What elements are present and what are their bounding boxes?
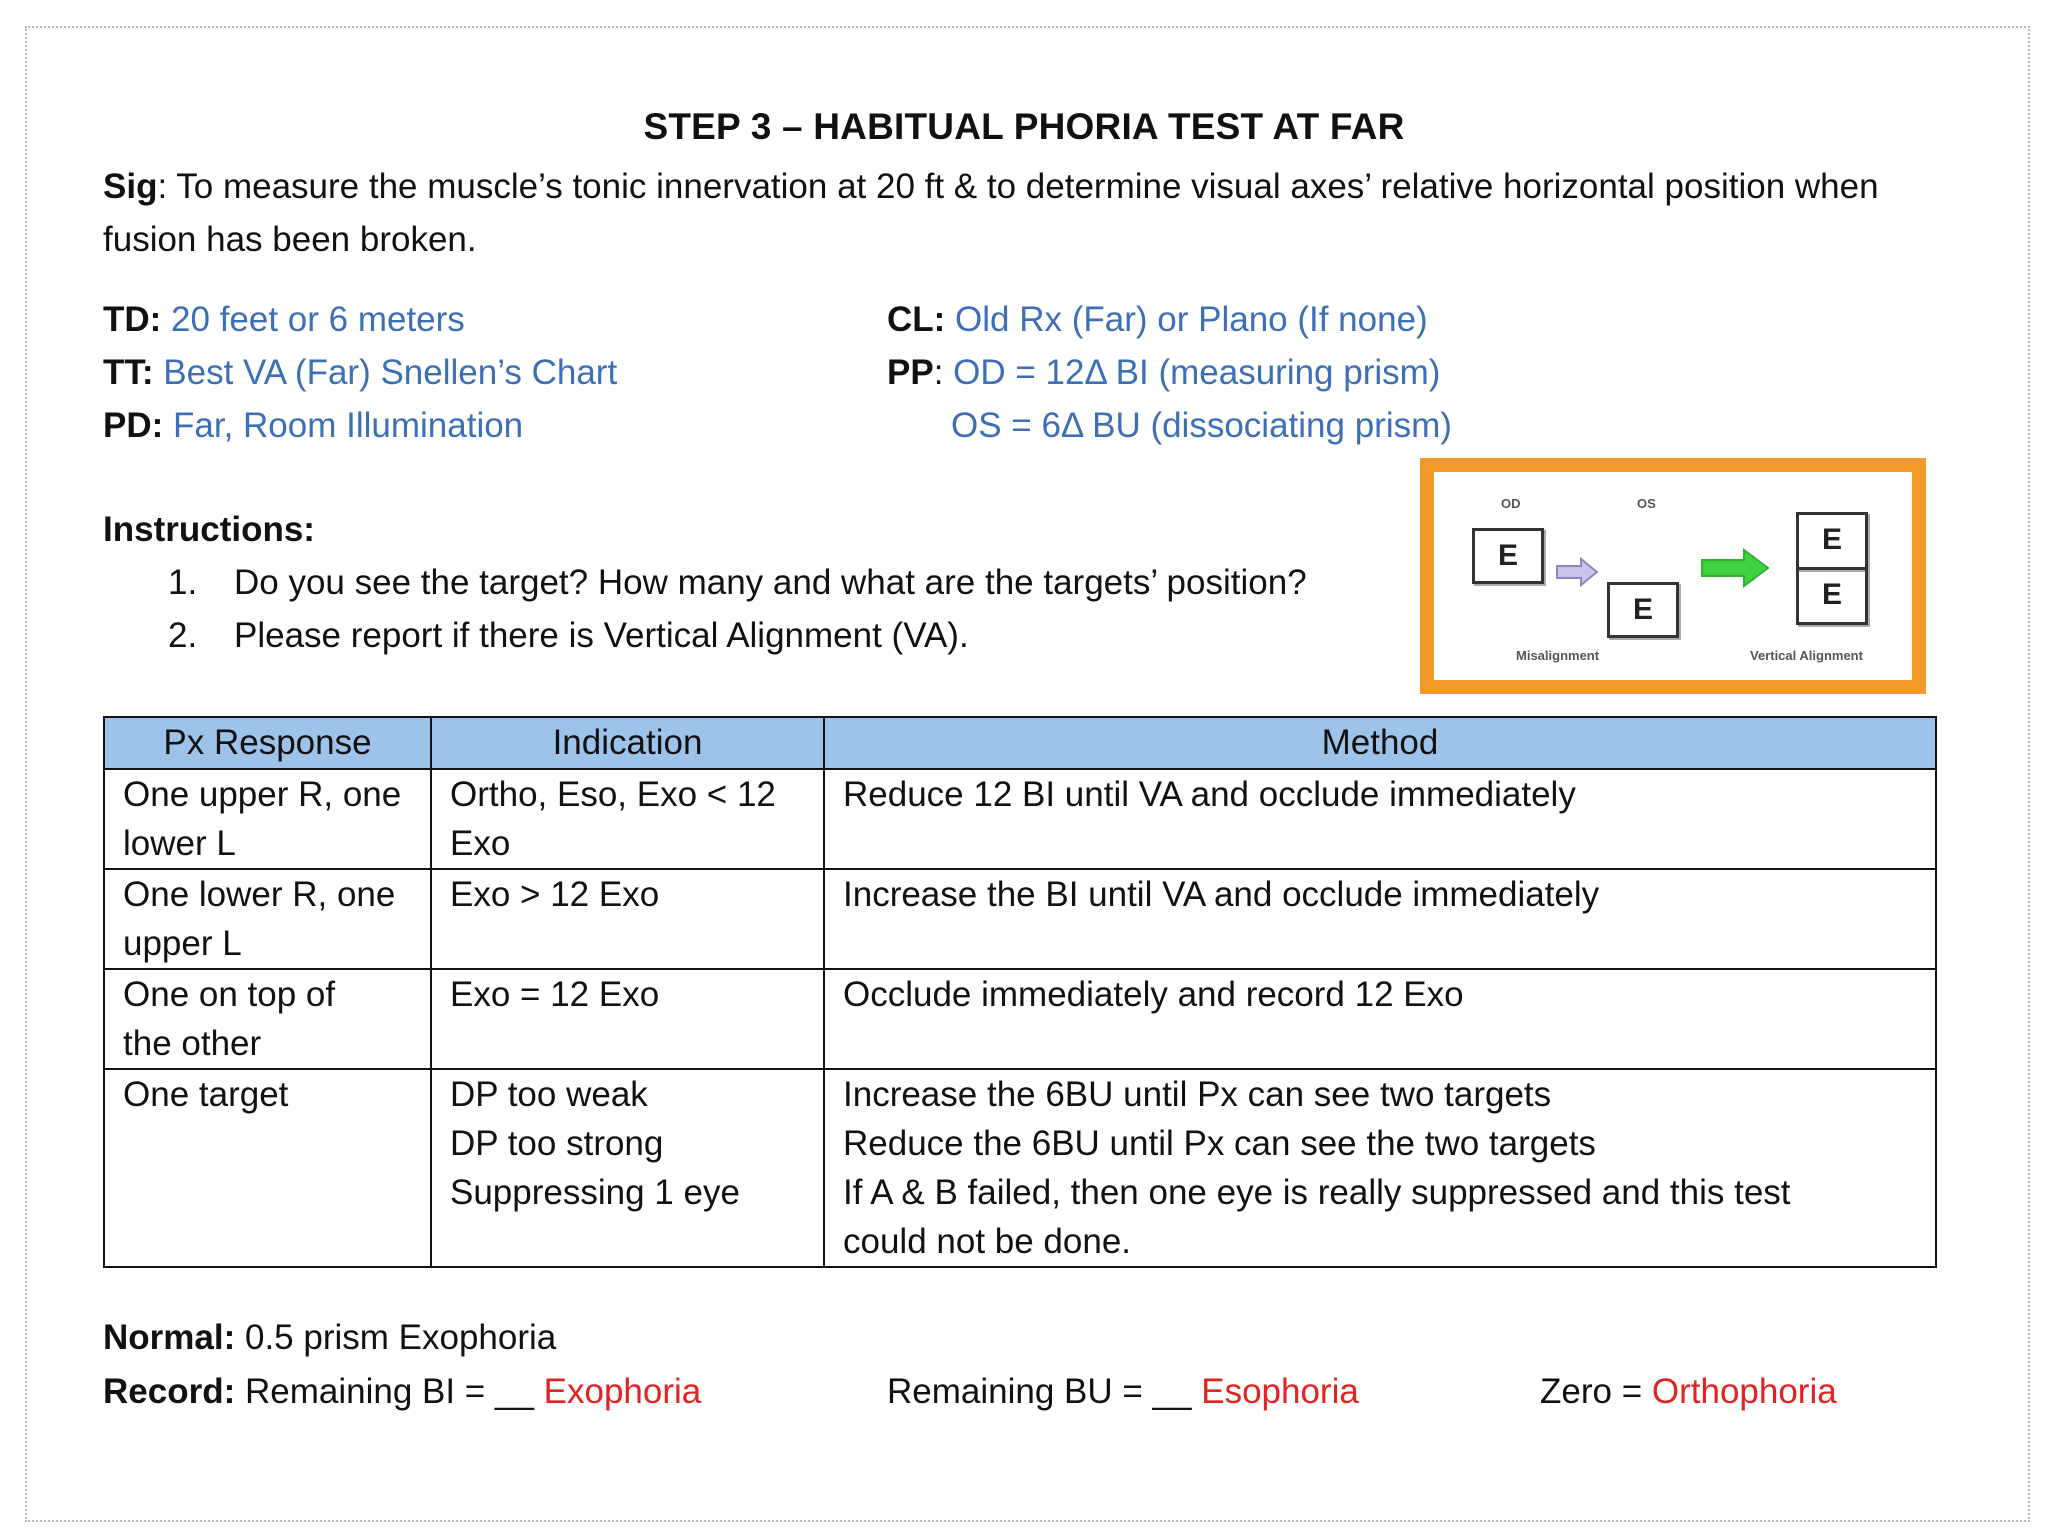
cell-line: Exo xyxy=(450,824,511,863)
cell-response xyxy=(104,769,431,869)
param-tt xyxy=(103,353,617,393)
param-pp-label: PP xyxy=(887,353,934,392)
alignment-diagram xyxy=(1420,458,1926,694)
table-row xyxy=(104,1069,1936,1267)
param-pp-line2 xyxy=(951,406,1452,446)
param-pp xyxy=(887,353,1440,393)
cell-line: Suppressing 1 eye xyxy=(450,1173,740,1212)
cell-indication xyxy=(431,769,824,869)
param-td-value: 20 feet or 6 meters xyxy=(171,300,465,339)
instruction-number: 1. xyxy=(168,563,198,602)
cell-line: upper L xyxy=(123,924,242,963)
cell-method xyxy=(824,769,1936,869)
table-row xyxy=(104,769,1936,869)
record-label: Record: xyxy=(103,1372,236,1411)
param-pd-label: PD: xyxy=(103,406,164,445)
cell-line: Reduce 12 BI until VA and occlude immediately xyxy=(843,775,1576,814)
cell-line: the other xyxy=(123,1024,262,1063)
cell-line: Exo = 12 Exo xyxy=(450,975,660,1014)
table-row xyxy=(104,869,1936,969)
table-header-row xyxy=(104,717,1936,769)
cell-response xyxy=(104,1069,431,1267)
cell-line: If A & B failed, then one eye is really suppressed and this test xyxy=(843,1173,1791,1212)
param-pp-value1: OD = 12Δ BI (measuring prism) xyxy=(953,353,1441,392)
record-bi-result: Exophoria xyxy=(543,1372,702,1411)
record-bu-text: Remaining BU = __ xyxy=(887,1372,1192,1411)
header-method: Method xyxy=(824,717,1936,769)
cell-line: One upper R, one xyxy=(123,775,402,814)
diagram-e-box-od: E xyxy=(1472,528,1544,584)
diagram-e-box-bottom: E xyxy=(1796,567,1868,625)
diagram-misalignment-label: Misalignment xyxy=(1516,648,1600,663)
param-tt-value: Best VA (Far) Snellen’s Chart xyxy=(163,353,618,392)
cell-line: Increase the 6BU until Px can see two targets xyxy=(843,1075,1552,1114)
normal-line xyxy=(103,1318,556,1358)
cell-method xyxy=(824,869,1936,969)
table-row xyxy=(104,969,1936,1069)
cell-line: Reduce the 6BU until Px can see the two targets xyxy=(843,1124,1596,1163)
param-tt-label: TT: xyxy=(103,353,154,392)
record-bu-result: Esophoria xyxy=(1201,1372,1359,1411)
cell-line: DP too strong xyxy=(450,1124,664,1163)
cell-indication xyxy=(431,869,824,969)
instruction-text: Do you see the target? How many and what are the targets’ position? xyxy=(234,563,1307,602)
record-bi-text: Remaining BI = __ xyxy=(244,1372,534,1411)
cell-response xyxy=(104,869,431,969)
instruction-item-1 xyxy=(168,563,1307,603)
page-title: STEP 3 – HABITUAL PHORIA TEST AT FAR xyxy=(643,106,1405,147)
cell-indication xyxy=(431,969,824,1069)
cell-method xyxy=(824,969,1936,1069)
param-cl-label: CL: xyxy=(887,300,946,339)
param-td xyxy=(103,300,465,340)
cell-response xyxy=(104,969,431,1069)
param-pd-value: Far, Room Illumination xyxy=(173,406,524,445)
cell-line: One lower R, one xyxy=(123,875,396,914)
record-zero-text: Zero = xyxy=(1540,1372,1643,1411)
cell-line: One target xyxy=(123,1075,289,1114)
small-arrow-icon xyxy=(1555,556,1599,588)
cell-line: Exo > 12 Exo xyxy=(450,875,660,914)
cell-line: One on top of xyxy=(123,975,336,1014)
diagram-vertical-label: Vertical Alignment xyxy=(1750,648,1863,663)
diagram-e-box-os: E xyxy=(1607,582,1679,638)
record-zero-result: Orthophoria xyxy=(1651,1372,1837,1411)
record-bi xyxy=(103,1372,701,1412)
param-pp-value2: OS = 6Δ BU (dissociating prism) xyxy=(951,406,1452,445)
param-pp-sep: : xyxy=(933,353,944,392)
header-indication: Indication xyxy=(431,717,824,769)
cell-line: Occlude immediately and record 12 Exo xyxy=(843,975,1464,1014)
normal-value: 0.5 prism Exophoria xyxy=(244,1318,557,1357)
param-cl-value: Old Rx (Far) or Plano (If none) xyxy=(955,300,1428,339)
cell-line: could not be done. xyxy=(843,1222,1132,1261)
cell-line: Ortho, Eso, Exo < 12 xyxy=(450,775,776,814)
header-px-response: Px Response xyxy=(104,717,431,769)
cell-line: Increase the BI until VA and occlude immediately xyxy=(843,875,1600,914)
param-cl xyxy=(887,300,1428,340)
response-table xyxy=(103,716,1937,1268)
sig-text: : To measure the muscle’s tonic innervation at 20 ft & to determine visual axes’ relative horizontal position when fusion has been broken. xyxy=(103,167,1879,259)
instruction-item-2 xyxy=(168,616,969,656)
param-td-label: TD: xyxy=(103,300,162,339)
sig-paragraph xyxy=(103,160,1963,266)
diagram-od-label: OD xyxy=(1501,496,1521,511)
instructions-heading: Instructions: xyxy=(103,510,315,549)
sig-label: Sig xyxy=(103,167,158,206)
diagram-e-box-top: E xyxy=(1796,512,1868,570)
cell-method xyxy=(824,1069,1936,1267)
cell-line: lower L xyxy=(123,824,236,863)
record-zero xyxy=(1540,1372,1837,1412)
cell-line: DP too weak xyxy=(450,1075,648,1114)
param-pd xyxy=(103,406,523,446)
normal-label: Normal: xyxy=(103,1318,236,1357)
cell-indication xyxy=(431,1069,824,1267)
big-arrow-icon xyxy=(1700,548,1770,588)
instruction-number: 2. xyxy=(168,616,198,655)
instruction-text: Please report if there is Vertical Alignment (VA). xyxy=(234,616,969,655)
record-bu xyxy=(887,1372,1359,1412)
diagram-os-label: OS xyxy=(1637,496,1656,511)
